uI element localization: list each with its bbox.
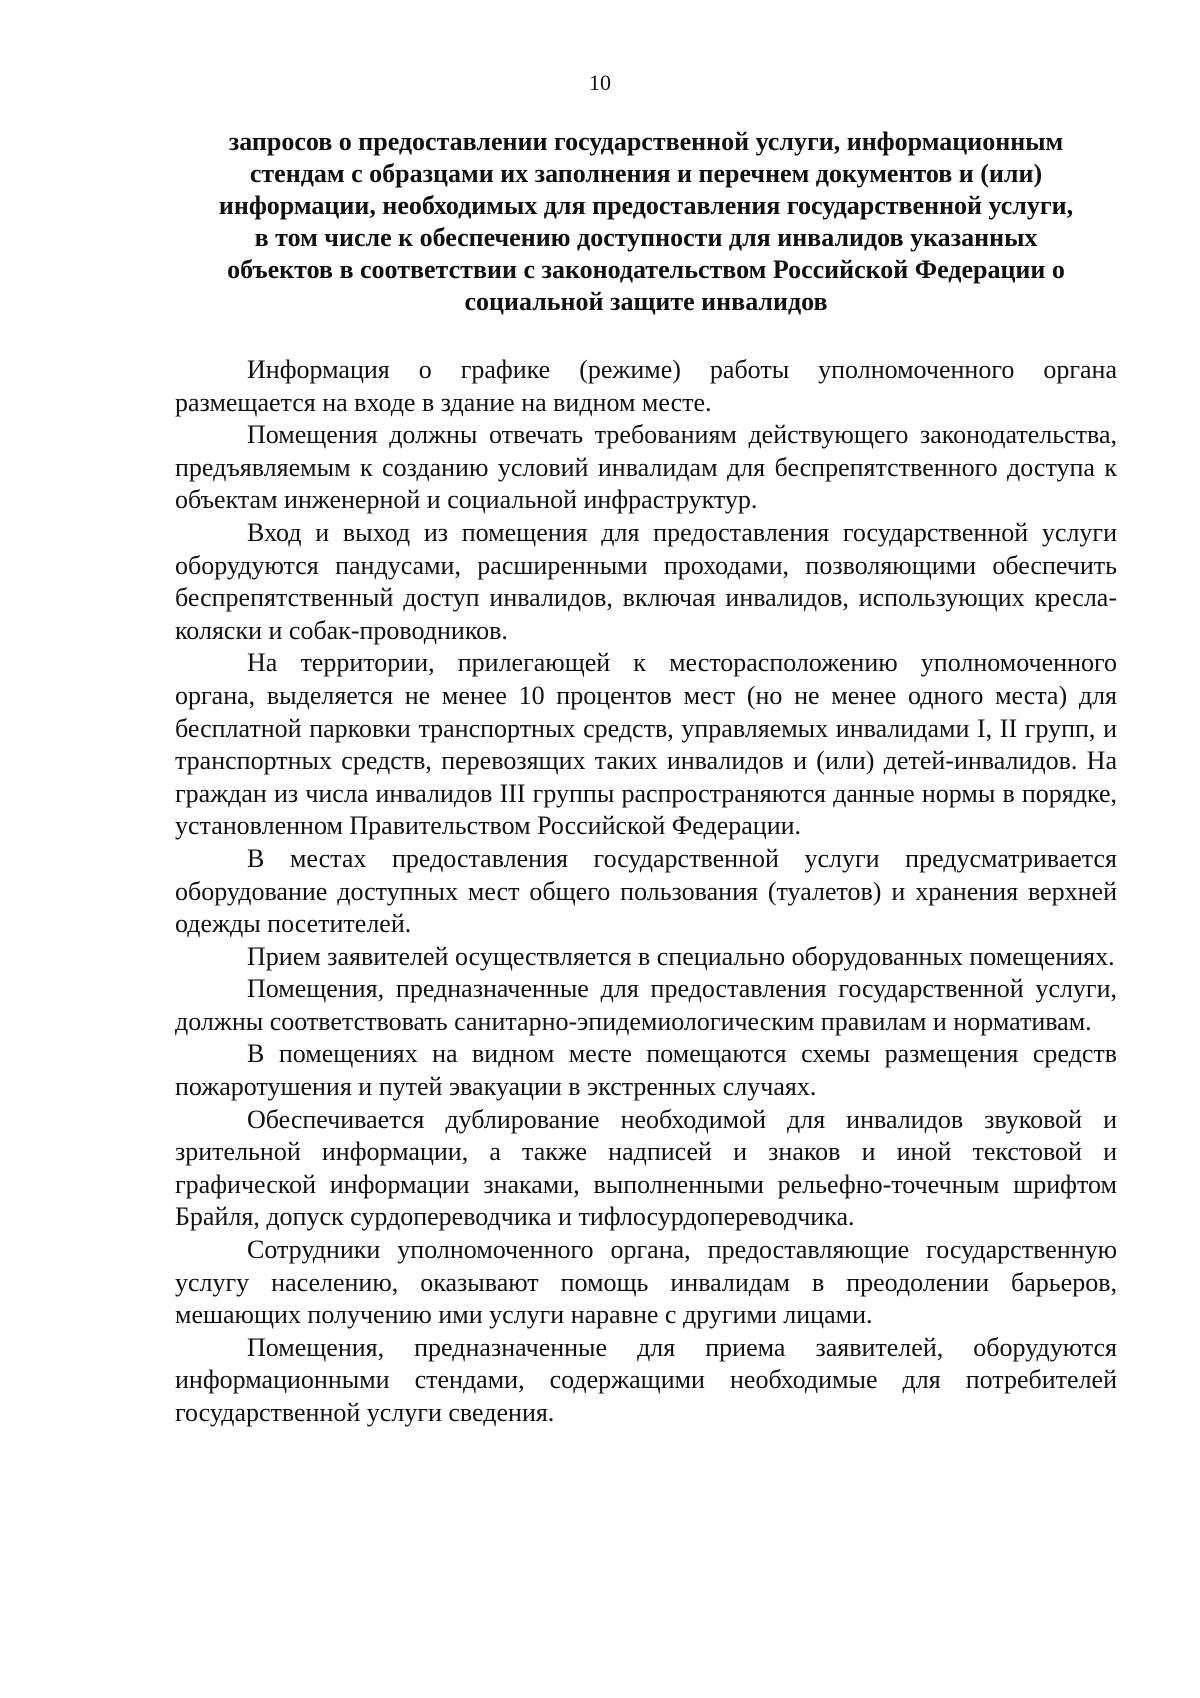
paragraph: В помещениях на видном месте помещаются схемы размещения средств пожаротушения и путей эвакуации в экстренных случаях. <box>175 1039 1117 1102</box>
heading-line: в том числе к обеспечению доступности для инвалидов указанных <box>254 223 1038 252</box>
paragraph: В местах предоставления государственной услуги предусматривается оборудование доступных мест общего пользования (туалетов) и хранения верхней одежды посетителей. <box>175 843 1117 939</box>
heading-line: информации, необходимых для предоставления государственной услуги, <box>218 191 1074 220</box>
paragraph: Прием заявителей осуществляется в специально оборудованных помещениях. <box>247 941 1115 971</box>
page-number: 10 <box>589 70 611 95</box>
paragraph: Вход и выход из помещения для предоставления государственной услуги оборудуются пандусами, расширенными проходами, позволяющими обеспечить беспрепятственный доступ инвалидов, включая инвалидов, использующих кресла-коляски и собак-проводников. <box>175 517 1117 645</box>
document-body <box>175 354 1117 1430</box>
heading-line: запросов о предоставлении государственной услуги, информационным <box>228 127 1064 156</box>
paragraph: Обеспечивается дублирование необходимой для инвалидов звуковой и зрительной информации, а также надписей и знаков и иной текстовой и графической информации знаками, выполненными рельефно-точечным шрифтом Брайля, допуск сурдопереводчика и тифлосурдопереводчика. <box>175 1104 1117 1232</box>
heading-line: социальной защите инвалидов <box>464 287 828 316</box>
paragraph: Сотрудники уполномоченного органа, предоставляющие государственную услугу населению, оказывают помощь инвалидам в преодолении барьеров, мешающих получению ими услуги наравне с другими лицами. <box>175 1235 1117 1330</box>
section-heading <box>175 126 1117 318</box>
paragraph: Помещения, предназначенные для приема заявителей, оборудуются информационными стендами, содержащими необходимые для потребителей государственной услуги сведения. <box>175 1332 1117 1427</box>
paragraph: На территории, прилегающей к месторасположению уполномоченного органа, выделяется не менее 10 процентов мест (но не менее одного места) для бесплатной парковки транспортных средств, управляемых инвалидами I, II групп, и транспортных средств, перевозящих таких инвалидов и (или) детей-инвалидов. На граждан из числа инвалидов III группы распространяются данные нормы в порядке, установленном Правительством Российской Федерации. <box>175 648 1117 841</box>
heading-line: стендам с образцами их заполнения и перечнем документов и (или) <box>249 159 1043 188</box>
heading-line: объектов в соответствии с законодательством Российской Федерации о <box>227 255 1065 284</box>
paragraph: Помещения должны отвечать требованиям действующего законодательства, предъявляемым к созданию условий инвалидам для беспрепятственного доступа к объектам инженерной и социальной инфраструктур. <box>175 420 1117 515</box>
paragraph: Информация о графике (режиме) работы уполномоченного органа размещается на входе в здание на видном месте. <box>175 355 1117 417</box>
paragraph: Помещения, предназначенные для предоставления государственной услуги, должны соответствовать санитарно-эпидемиологическим правилам и нормативам. <box>175 974 1117 1036</box>
